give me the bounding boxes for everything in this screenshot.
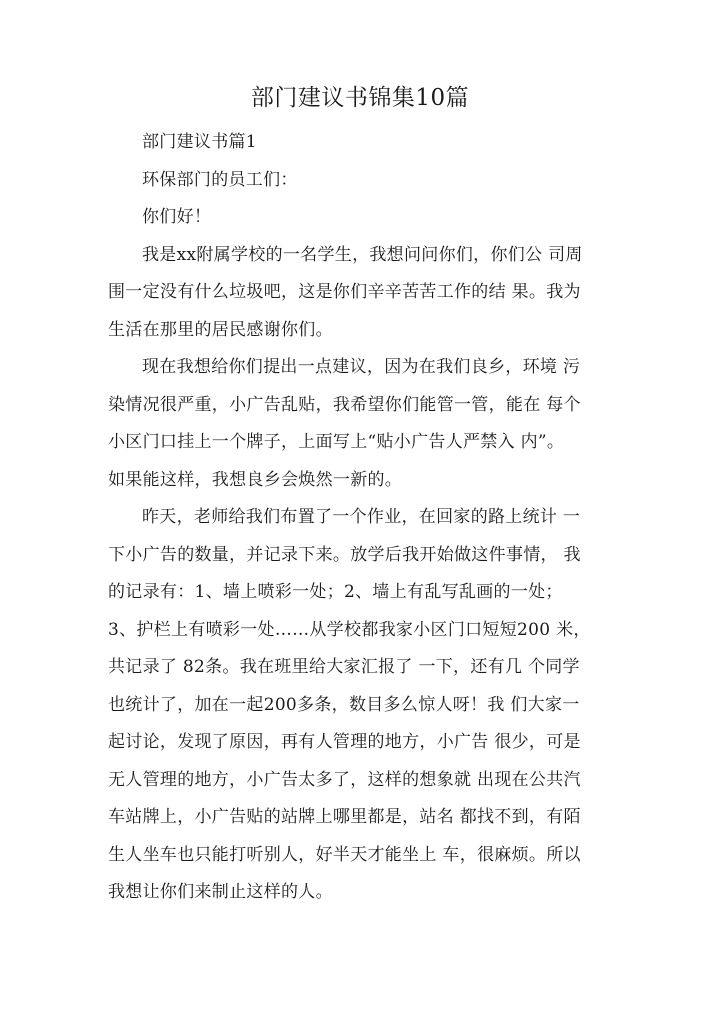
text-line: 车站牌上，小广告贴的站牌上哪里都是，站名 都找不到，有陌 bbox=[108, 807, 581, 827]
text-line: 昨天，老师给我们布置了一个作业，在回家的路上统计 一 bbox=[142, 507, 581, 527]
document-body bbox=[108, 124, 614, 912]
text-line: 的记录有：1、墙上喷彩一处；2、墙上有乱写乱画的一处； bbox=[108, 582, 563, 602]
text-line: 下小广告的数量，并记录下来。放学后我开始做这件事情， 我 bbox=[108, 544, 581, 565]
text-line: 我想让你们来制止这样的人。 bbox=[108, 882, 333, 902]
letter-lines bbox=[108, 237, 614, 912]
text-line: 也统计了，加在一起200多条，数目多么惊人呀！我 们大家一 bbox=[108, 694, 580, 715]
document-title: 部门建议书锦集10篇 bbox=[250, 85, 470, 111]
text-line: 小区门口挂上一个牌子，上面写上“贴小广告人严禁入 内”。 bbox=[108, 432, 565, 452]
text-line: 3、护栏上有喷彩一处……从学校都我家小区门口短短200 米， bbox=[108, 619, 591, 640]
text-line: 起讨论，发现了原因，再有人管理的地方，小广告 很少，可是 bbox=[108, 732, 581, 752]
text-line: 共记录了 82条。我在班里给大家汇报了 一下，还有几 个同学 bbox=[108, 657, 580, 677]
text-line: 染情况很严重，小广告乱贴，我希望你们能管一管，能在 每个 bbox=[108, 394, 581, 415]
greeting: 环保部门的员工们： bbox=[142, 169, 298, 190]
text-line: 围一定没有什么垃圾吧，这是你们辛辛苦苦工作的结 果。我为 bbox=[108, 282, 581, 302]
salutation: 你们好！ bbox=[142, 207, 212, 227]
text-line: 现在我想给你们提出一点建议，因为在我们良乡，环境 污 bbox=[142, 357, 581, 377]
text-line: 我是xx附属学校的一名学生，我想问问你们，你们公 司周 bbox=[142, 244, 583, 265]
section-heading: 部门建议书篇1 bbox=[142, 132, 257, 152]
text-line: 如果能这样，我想良乡会焕然一新的。 bbox=[108, 469, 403, 490]
text-line: 生人坐车也只能打听别人，好半天才能坐上 车，很麻烦。所以 bbox=[108, 844, 581, 865]
text-line: 生活在那里的居民感谢你们。 bbox=[108, 319, 333, 340]
text-line: 无人管理的地方，小广告太多了，这样的想象就 出现在公共汽 bbox=[108, 769, 581, 790]
